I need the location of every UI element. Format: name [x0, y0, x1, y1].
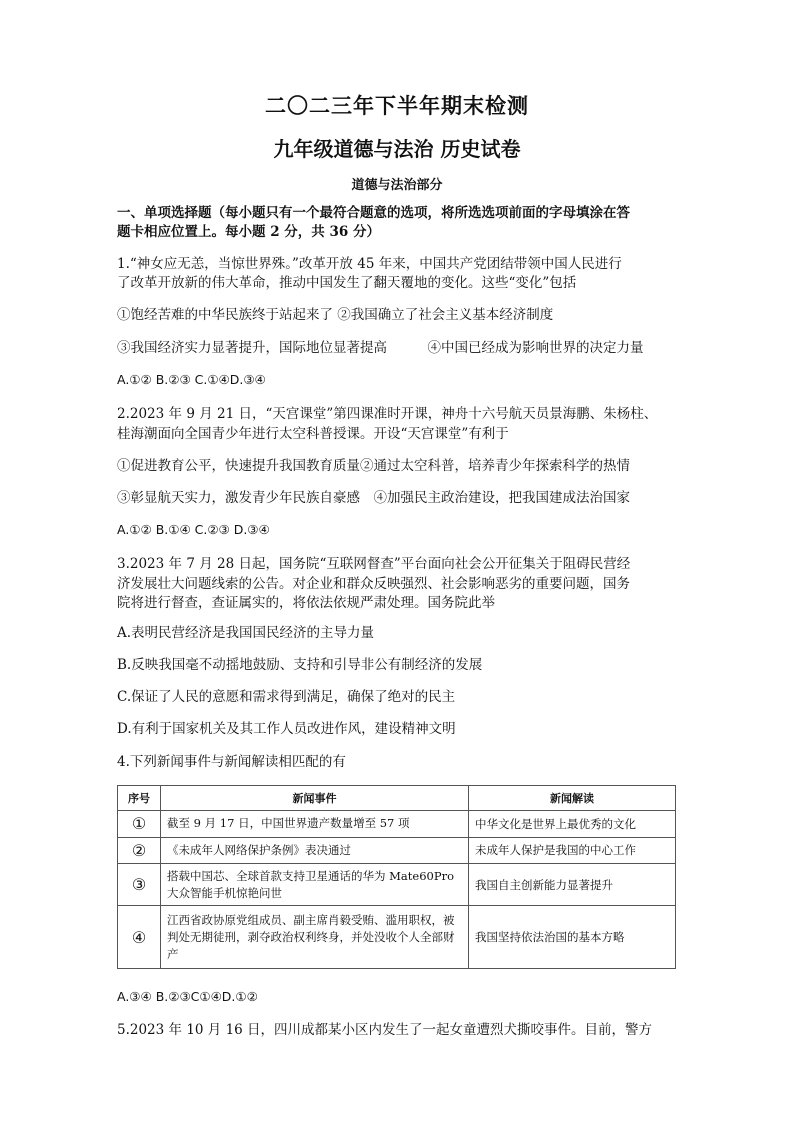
q1-options-line1: ①饱经苦难的中华民族终于站起来了 ②我国确立了社会主义基本经济制度 — [117, 307, 554, 323]
table-cell-read: 我国坚持依法治国的基本方略 — [469, 906, 676, 969]
table-cell-no: ③ — [118, 863, 161, 905]
table-row — [118, 837, 676, 863]
section-part-title: 道德与法治部分 — [351, 178, 443, 193]
table-cell-no: ① — [118, 811, 161, 837]
q2-stem-line2: 桂海潮面向全国青少年进行太空科普授课。开设“天宫课堂”有利于 — [117, 426, 509, 442]
q2-stem-line1: 2.2023 年 9 月 21 日，“天宫课堂”第四课准时开课，神舟十六号航天员景海鹏、朱杨柱、 — [117, 406, 658, 422]
q3-stem-line1: 3.2023 年 7 月 28 日起，国务院“互联网督查”平台面向社会公开征集关于阻碍民营经 — [117, 556, 631, 572]
q2-options-line1: ①促进教育公平，快速提升我国教育质量②通过太空科普，培养青少年探索科学的热情 — [117, 458, 630, 474]
section1-heading-line2: 题卡相应位置上。每小题 2 分，共 36 分） — [117, 224, 380, 240]
q1-answers: A.①② B.②③ C.①④D.③④ — [117, 372, 266, 387]
q3-option-b: B.反映我国毫不动摇地鼓励、支持和引导非公有制经济的发展 — [117, 657, 483, 673]
table-row — [118, 906, 676, 969]
q3-option-a: A.表明民营经济是我国国民经济的主导力量 — [117, 625, 375, 641]
table-cell-event: 《未成年人网络保护条例》表决通过 — [161, 837, 469, 863]
table-cell-no: ④ — [118, 906, 161, 969]
table-row — [118, 863, 676, 905]
table-header-row — [118, 786, 676, 811]
q2-answers: A.①② B.①④ C.②③ D.③④ — [117, 522, 270, 537]
table-cell-no: ② — [118, 837, 161, 863]
table-cell-read: 中华文化是世界上最优秀的文化 — [469, 811, 676, 837]
q4-answers: A.③④ B.②③C①④D.①② — [117, 989, 258, 1004]
table-cell-read: 我国自主创新能力显著提升 — [469, 863, 676, 905]
table-cell-event: 截至 9 月 17 日，中国世界遗产数量增至 57 项 — [161, 811, 469, 837]
q1-stem-line2: 了改革开放新的伟大革命，推动中国发生了翻天覆地的变化。这些“变化”包括 — [117, 275, 577, 291]
q4-stem: 4.下列新闻事件与新闻解读相匹配的有 — [117, 754, 346, 770]
table-cell-event: 搭载中国芯、全球首款支持卫星通话的华为 Mate60Pro 大众智能手机惊艳问世 — [161, 863, 469, 905]
exam-title: 二〇二三年下半年期末检测 — [265, 93, 529, 118]
q3-stem-line3: 院将进行督查，查证属实的，将依法依规严肃处理。国务院此举 — [117, 595, 495, 611]
q3-option-c: C.保证了人民的意愿和需求得到满足，确保了绝对的民主 — [117, 689, 456, 705]
q2-options-line2: ③彰显航天实力，激发青少年民族自豪感 ④加强民主政治建设，把我国建成法治国家 — [117, 490, 630, 506]
exam-subtitle: 九年级道德与法治 历史试卷 — [273, 137, 521, 161]
section1-heading-line1: 一、单项选择题（每小题只有一个最符合题意的选项，将所选选项前面的字母填涂在答 — [117, 205, 630, 221]
q1-stem-line1: 1.“神女应无恙，当惊世界殊。”改革开放 45 年来，中国共产党团结带领中国人民进行 — [117, 256, 622, 272]
news-table — [117, 785, 676, 969]
q3-option-d: D.有利于国家机关及其工作人员改进作风，建设精神文明 — [117, 721, 456, 737]
table-row — [118, 811, 676, 837]
q3-stem-line2: 济发展壮大问题线索的公告。对企业和群众反映强烈、社会影响恶劣的重要问题，国务 — [117, 576, 630, 592]
q5-stem-line1: 5.2023 年 10 月 16 日，四川成都某小区内发生了一起女童遭烈犬撕咬事件。目前，警方 — [117, 1022, 653, 1038]
table-cell-read: 未成年人保护是我国的中心工作 — [469, 837, 676, 863]
table-cell-event: 江西省政协原党组成员、副主席肖毅受贿、滥用职权，被判处无期徒刑，剥夺政治权利终身，并处没收个人全部财产 — [161, 906, 469, 969]
q1-options-line2: ③我国经济实力显著提升，国际地位显著提高 ④中国已经成为影响世界的决定力量 — [117, 340, 644, 356]
table-header-event: 新闻事件 — [161, 786, 469, 811]
table-header-read: 新闻解读 — [469, 786, 676, 811]
table-header-no: 序号 — [118, 786, 161, 811]
